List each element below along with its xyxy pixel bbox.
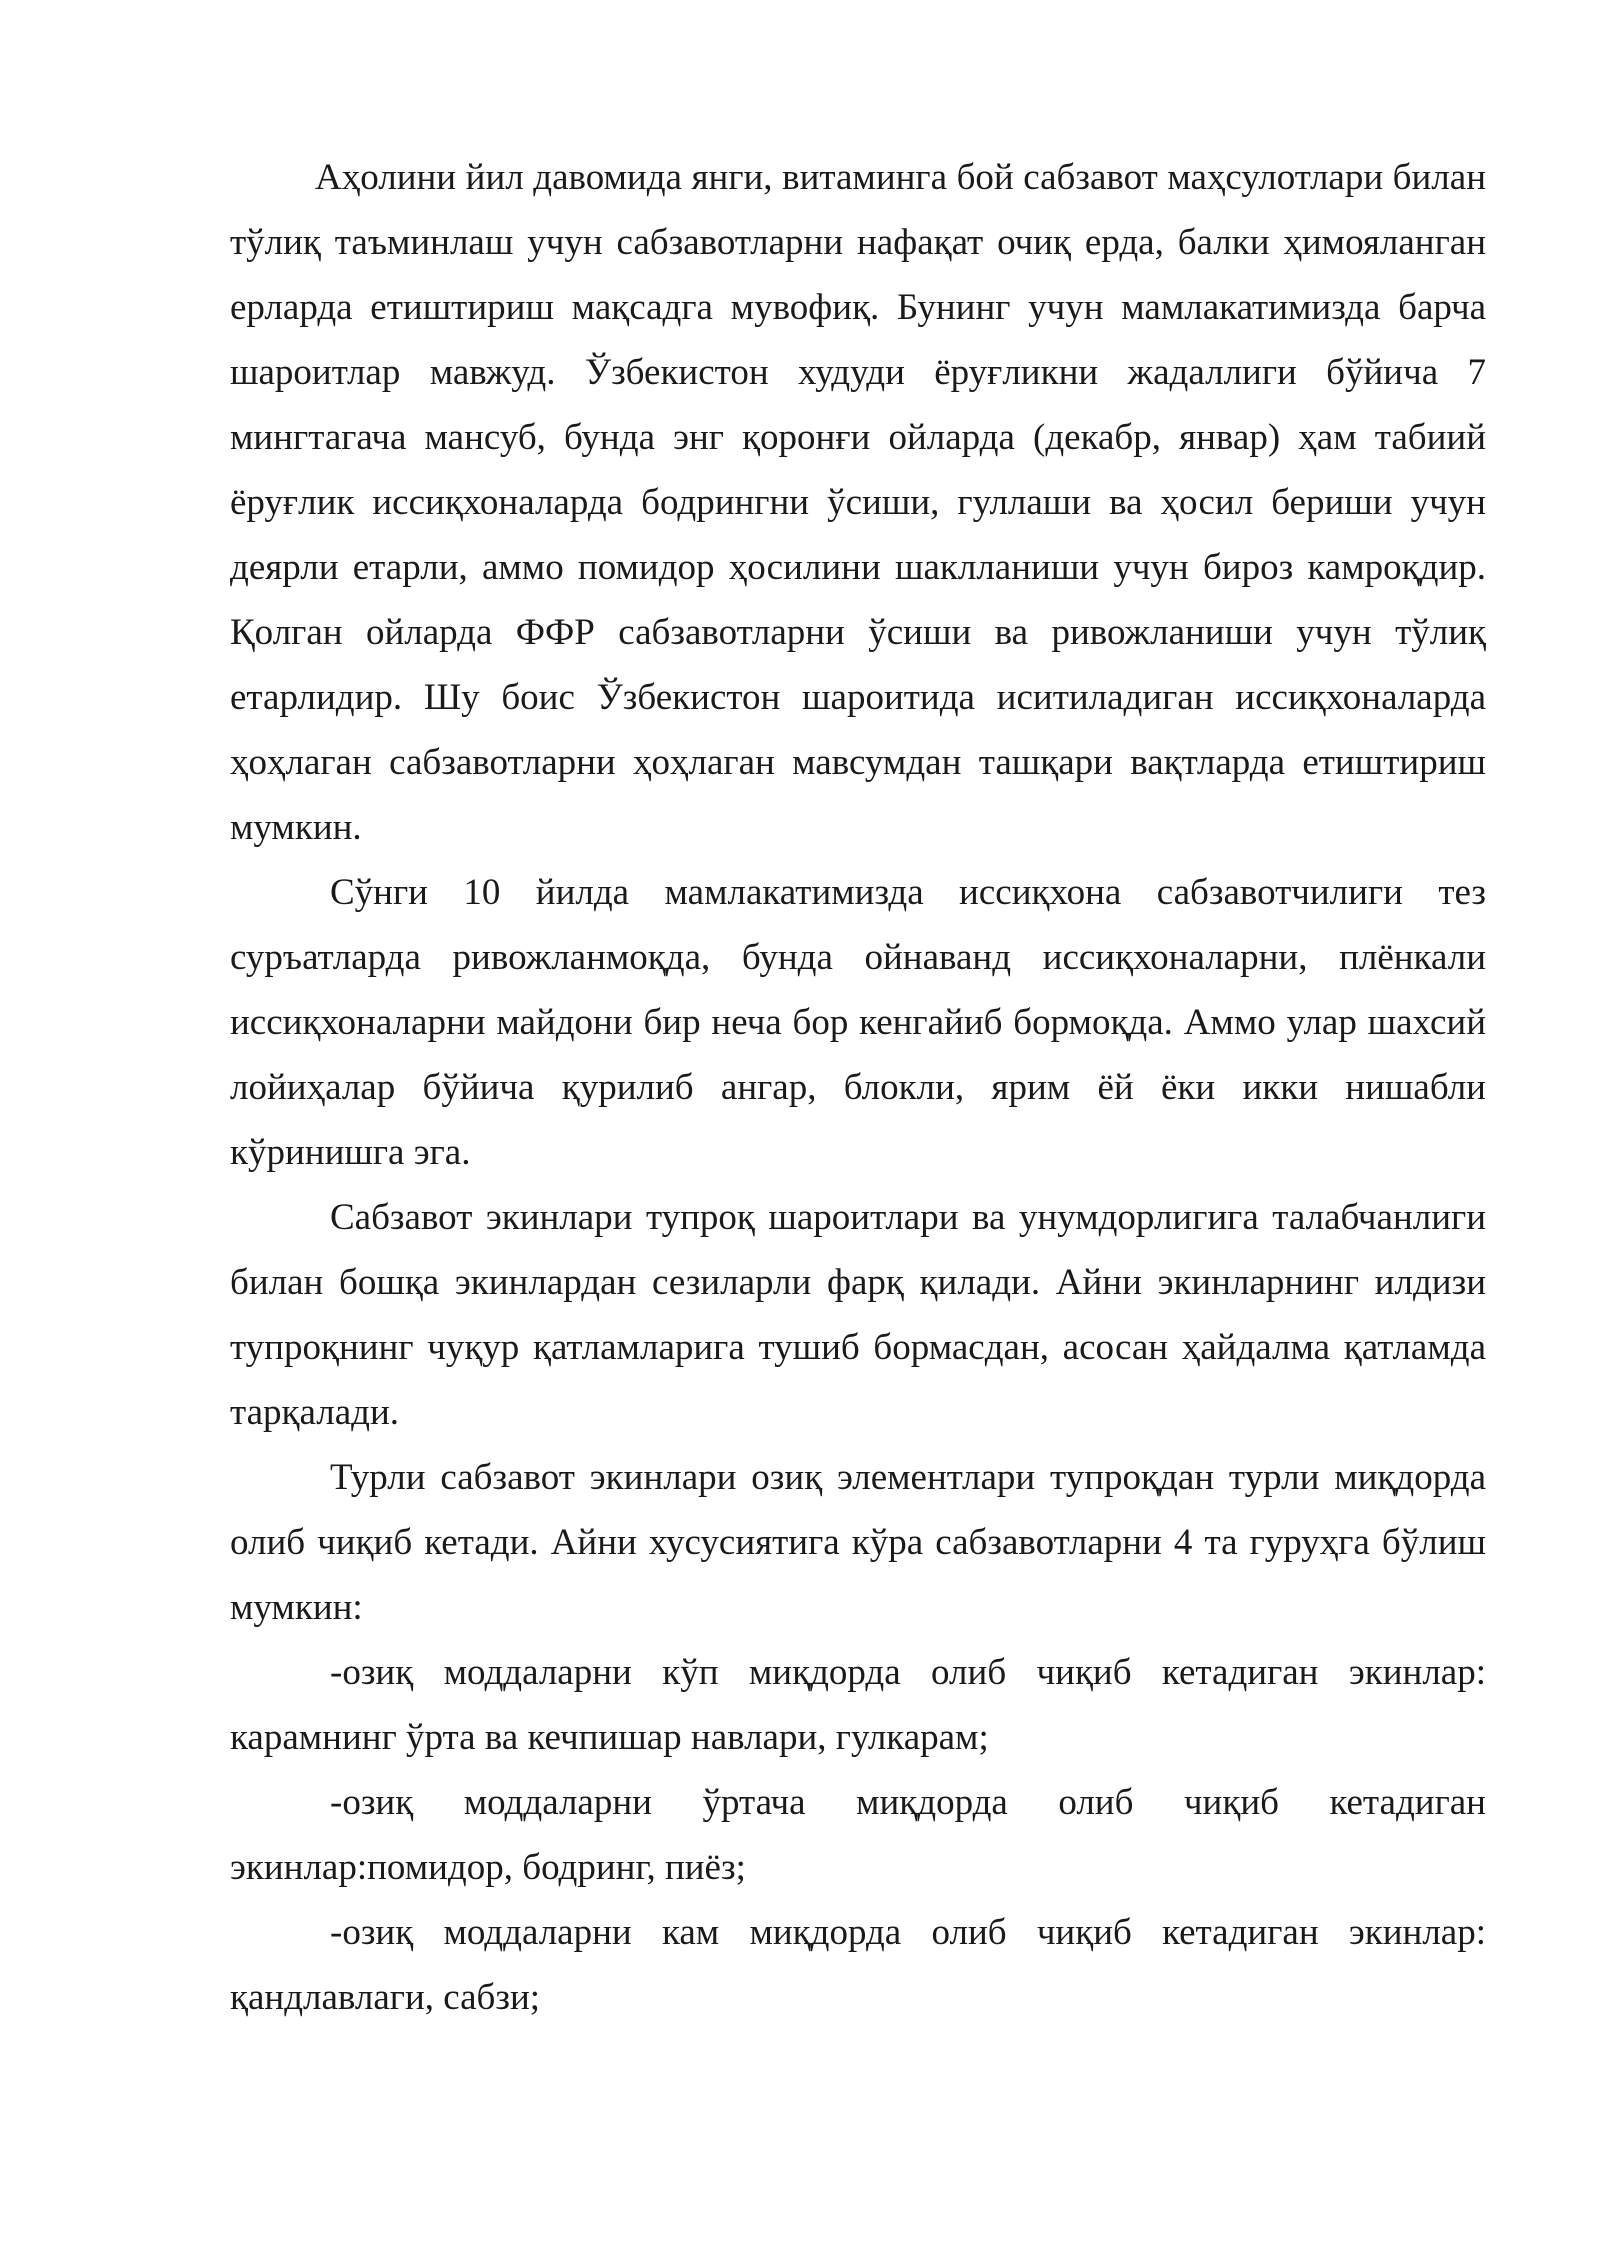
paragraph-4: Турли сабзавот экинлари озиқ элементлари тупроқдан турли миқдорда олиб чиқиб кетади. Айни хусусиятига кўра сабзавотларни 4 та гуруҳга бўлиш мумкин:	[230, 1457, 1486, 1628]
list-item-1: -озиқ моддаларни кўп миқдорда олиб чиқиб кетадиган экинлар: карамнинг ўрта ва кечпишар навлари, гулкарам;	[230, 1652, 1486, 1758]
list-item-2: -озиқ моддаларни ўртача миқдорда олиб чиқиб кетадиган экинлар:помидор, бодринг, пиёз;	[230, 1782, 1486, 1888]
paragraph-2: Сўнги 10 йилда мамлакатимизда иссиқхона сабзавотчилиги тез суръатларда ривожланмоқда, бунда ойнаванд иссиқхоналарни, плёнкали иссиқхоналарни майдони бир неча бор кенгайиб бормоқда. Аммо улар шахсий лойиҳалар бўйича қурилиб ангар, блокли, ярим ёй ёки икки нишабли кўринишга эга.	[230, 872, 1486, 1173]
paragraph-1: Аҳолини йил давомида янги, витаминга бой сабзавот маҳсулотлари билан тўлиқ таъминлаш учун сабзавотларни нафақат очиқ ерда, балки ҳимояланган ерларда етиштириш мақсадга мувофиқ. Бунинг учун мамлакатимизда барча шароитлар мавжуд. Ўзбекистон худуди ёруғликни жадаллиги бўйича 7 мингтагача мансуб, бунда энг қоронғи ойларда (декабр, январ) ҳам табиий ёруғлик иссиқхоналарда бодрингни ўсиши, гуллаши ва ҳосил бериши учун деярли етарли, аммо помидор ҳосилини шаклланиши учун бироз камроқдир. Қолган ойларда ФФР сабзавотларни ўсиши ва ривожланиши учун тўлиқ етарлидир. Шу боис Ўзбекистон шароитида иситиладиган иссиқхоналарда ҳоҳлаган сабзавотларни ҳоҳлаган мавсумдан ташқари вақтларда етиштириш мумкин.	[230, 157, 1486, 848]
document-body	[230, 145, 1486, 2030]
list-item-3: -озиқ моддаларни кам миқдорда олиб чиқиб кетадиган экинлар: қандлавлаги, сабзи;	[230, 1912, 1486, 2018]
paragraph-3: Сабзавот экинлари тупроқ шароитлари ва унумдорлигига талабчанлиги билан бошқа экинлардан сезиларли фарқ қилади. Айни экинларнинг илдизи тупроқнинг чуқур қатламларига тушиб бормасдан, асосан ҳайдалма қатламда тарқалади.	[230, 1197, 1486, 1433]
